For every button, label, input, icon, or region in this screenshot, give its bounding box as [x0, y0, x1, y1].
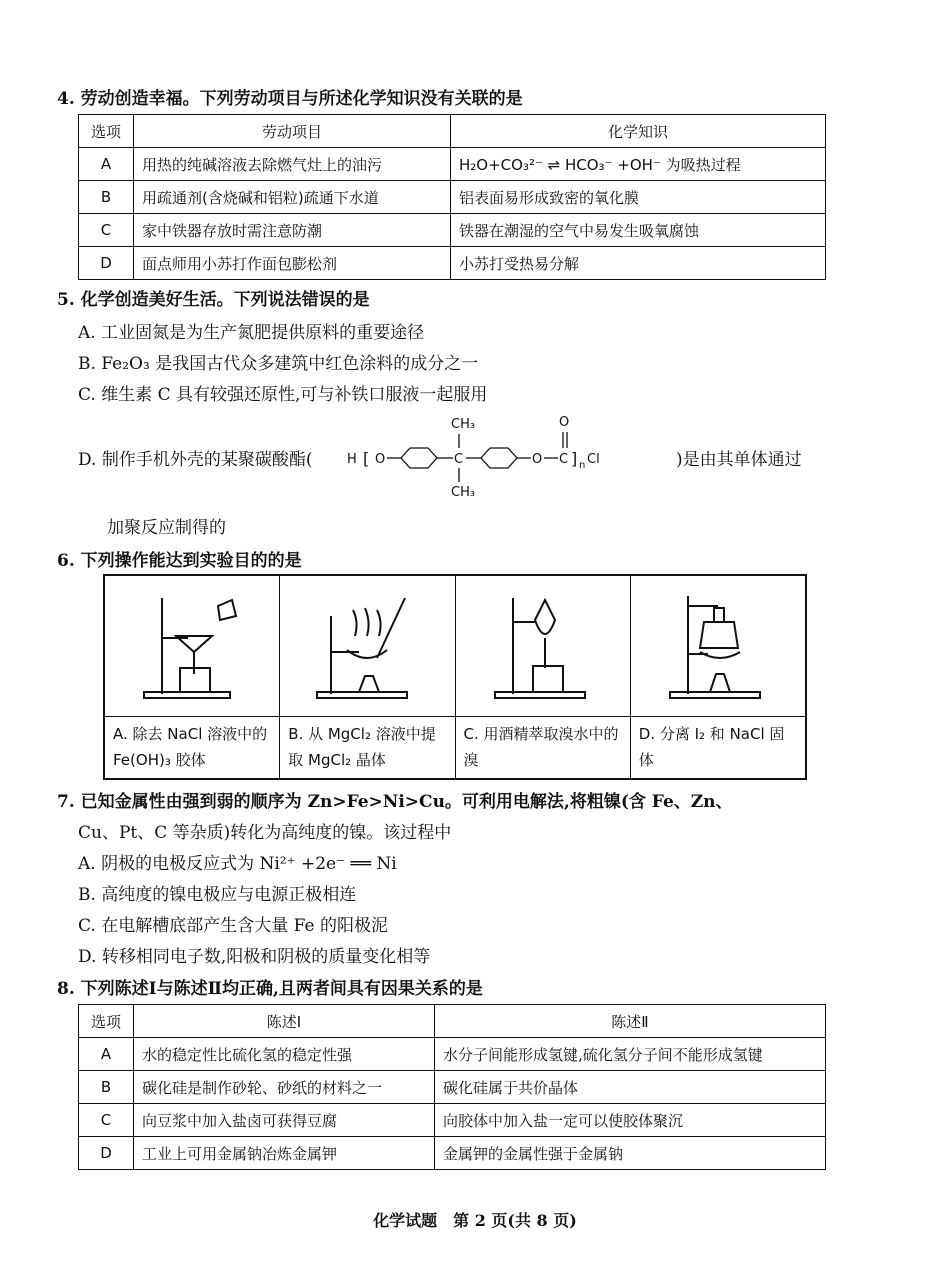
formula-ch3-bottom: CH₃ — [451, 485, 476, 500]
formula-carbonyl-c: C — [559, 452, 569, 467]
option-label: C — [79, 1104, 134, 1137]
table-row — [79, 181, 826, 214]
table-header-row — [79, 115, 826, 148]
formula-o2: O — [532, 452, 543, 467]
table-row — [79, 1071, 826, 1104]
table-cell: 水的稳定性比硫化氢的稳定性强 — [134, 1038, 435, 1071]
table-cell: 碳化硅属于共价晶体 — [435, 1071, 826, 1104]
q8-stem: 8. 下列陈述Ⅰ与陈述Ⅱ均正确,且两者间具有因果关系的是 — [57, 979, 483, 999]
sublimation-apparatus-image — [631, 576, 805, 717]
table-cell: H₂O+CO₃²⁻ ⇌ HCO₃⁻ +OH⁻ 为吸热过程 — [451, 148, 826, 181]
option-label: A — [79, 148, 134, 181]
formula-o1: O — [375, 452, 386, 467]
q6-option-c — [456, 576, 631, 778]
q6-option-b — [280, 576, 455, 778]
page-footer: 化学试题 第 2 页(共 8 页) — [373, 1211, 577, 1230]
separatory-funnel-image — [456, 576, 630, 717]
formula-carbonyl-o: O — [559, 415, 570, 430]
table-header: 选项 — [79, 1005, 134, 1038]
q6-apparatus-table — [103, 574, 807, 780]
evaporation-apparatus-image — [280, 576, 454, 717]
table-row — [79, 1038, 826, 1071]
formula-ch3-top: CH₃ — [451, 417, 476, 432]
table-cell: 水分子间能形成氢键,硫化氢分子间不能形成氢键 — [435, 1038, 826, 1071]
table-header: 劳动项目 — [134, 115, 451, 148]
option-label: C — [79, 214, 134, 247]
q6-caption-a: A. 除去 NaCl 溶液中的 Fe(OH)₃ 胶体 — [113, 725, 268, 769]
filtration-apparatus-image — [105, 576, 279, 717]
formula-h: H — [347, 452, 357, 467]
q6-caption-b: B. 从 MgCl₂ 溶液中提取 MgCl₂ 晶体 — [288, 725, 436, 769]
q5-option-d-continuation: 加聚反应制得的 — [107, 518, 226, 538]
table-header-row — [79, 1005, 826, 1038]
q8-table — [78, 1004, 826, 1170]
table-header: 选项 — [79, 115, 134, 148]
q7-stem-line1: 7. 已知金属性由强到弱的顺序为 Zn>Fe>Ni>Cu。可利用电解法,将粗镍(含 Fe、Zn、 — [57, 792, 733, 812]
q6-option-d — [631, 576, 805, 778]
option-label: B — [79, 181, 134, 214]
formula-cl: Cl — [587, 452, 600, 467]
polycarbonate-structure — [345, 408, 675, 500]
table-header: 陈述Ⅱ — [435, 1005, 826, 1038]
q4-stem: 4. 劳动创造幸福。下列劳动项目与所述化学知识没有关联的是 — [57, 89, 523, 109]
table-row — [79, 148, 826, 181]
q7-option-c: C. 在电解槽底部产生含大量 Fe 的阳极泥 — [78, 916, 388, 936]
table-row — [79, 247, 826, 280]
q7-option-d: D. 转移相同电子数,阳极和阴极的质量变化相等 — [78, 947, 431, 967]
table-row — [79, 214, 826, 247]
table-cell: 铁器在潮湿的空气中易发生吸氧腐蚀 — [451, 214, 826, 247]
table-cell: 金属钾的金属性强于金属钠 — [435, 1137, 826, 1170]
q7-stem-line2: Cu、Pt、C 等杂质)转化为高纯度的镍。该过程中 — [78, 823, 452, 843]
table-cell: 向胶体中加入盐一定可以使胶体聚沉 — [435, 1104, 826, 1137]
q5-option-d-prefix: D. 制作手机外壳的某聚碳酸酯( — [78, 450, 313, 470]
q5-option-d-suffix: )是由其单体通过 — [676, 450, 802, 470]
table-cell: 工业上可用金属钠冶炼金属钾 — [134, 1137, 435, 1170]
q7-option-a: A. 阴极的电极反应式为 Ni²⁺ +2e⁻ ══ Ni — [78, 854, 397, 874]
q5-option-b: B. Fe₂O₃ 是我国古代众多建筑中红色涂料的成分之一 — [78, 354, 479, 374]
option-label: A — [79, 1038, 134, 1071]
table-cell: 小苏打受热易分解 — [451, 247, 826, 280]
table-row — [79, 1137, 826, 1170]
q5-option-a: A. 工业固氮是为生产氮肥提供原料的重要途径 — [78, 323, 425, 343]
q4-table — [78, 114, 826, 280]
table-cell: 碳化硅是制作砂轮、砂纸的材料之一 — [134, 1071, 435, 1104]
q7-option-b: B. 高纯度的镍电极应与电源正极相连 — [78, 885, 357, 905]
option-label: B — [79, 1071, 134, 1104]
q6-stem: 6. 下列操作能达到实验目的的是 — [57, 551, 302, 571]
table-header: 陈述Ⅰ — [134, 1005, 435, 1038]
svg-text:[: [ — [363, 449, 370, 468]
table-cell: 向豆浆中加入盐卤可获得豆腐 — [134, 1104, 435, 1137]
q6-option-a — [105, 576, 280, 778]
svg-text:]: ] — [571, 449, 578, 468]
table-cell: 用热的纯碱溶液去除燃气灶上的油污 — [134, 148, 451, 181]
formula-c: C — [454, 452, 464, 467]
q6-caption-d: D. 分离 I₂ 和 NaCl 固体 — [638, 725, 785, 769]
option-label: D — [79, 247, 134, 280]
option-label: D — [79, 1137, 134, 1170]
q6-caption-c: C. 用酒精萃取溴水中的溴 — [463, 725, 619, 769]
table-cell: 面点师用小苏打作面包膨松剂 — [134, 247, 451, 280]
formula-n: n — [579, 460, 586, 471]
table-row — [79, 1104, 826, 1137]
table-cell: 铝表面易形成致密的氧化膜 — [451, 181, 826, 214]
q5-stem: 5. 化学创造美好生活。下列说法错误的是 — [57, 290, 370, 310]
table-cell: 用疏通剂(含烧碱和铝粒)疏通下水道 — [134, 181, 451, 214]
table-header: 化学知识 — [451, 115, 826, 148]
table-cell: 家中铁器存放时需注意防潮 — [134, 214, 451, 247]
q5-option-c: C. 维生素 C 具有较强还原性,可与补铁口服液一起服用 — [78, 385, 488, 405]
